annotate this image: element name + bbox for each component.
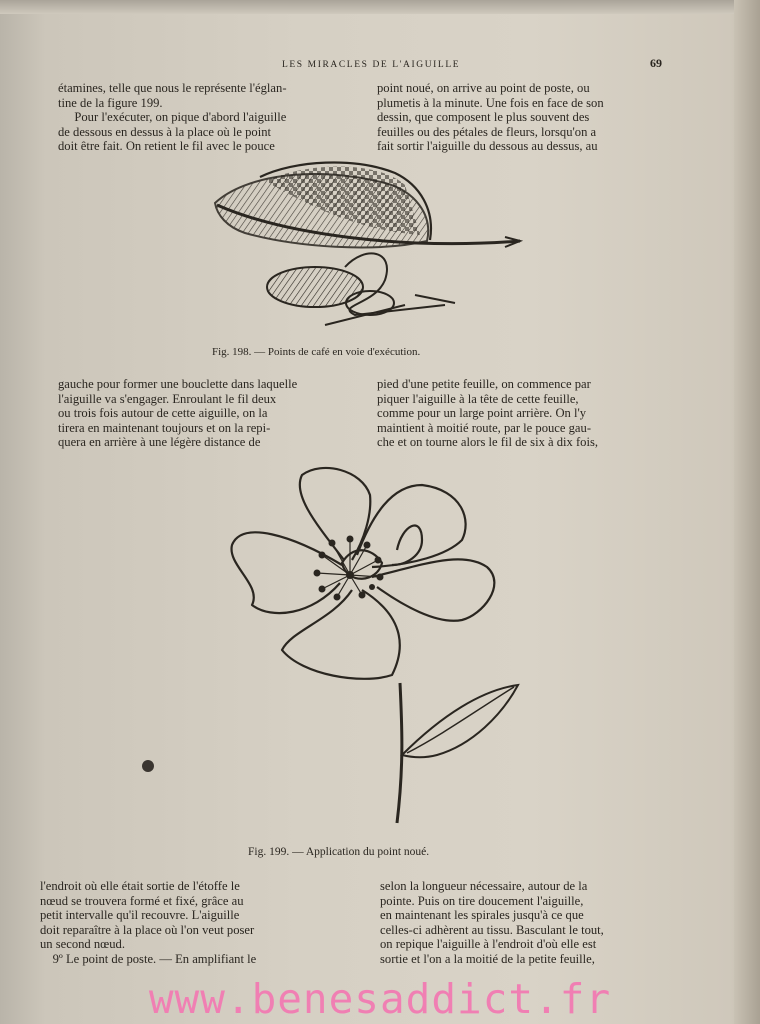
text-line: maintient à moitié route, par le pouce gau- xyxy=(377,420,592,435)
fig199-caption: Fig. 199. — Application du point noué. xyxy=(248,846,430,858)
column-bottom-right xyxy=(380,879,700,967)
text-line: comme pour un large point arrière. On l'y xyxy=(377,406,587,421)
fig198-leaf-illustration xyxy=(205,155,525,335)
watermark: www.benesaddict.fr xyxy=(148,975,612,1023)
text-line: quera en arrière à une légère distance de xyxy=(58,435,261,450)
text-line: pied d'une petite feuille, on commence par xyxy=(377,377,591,391)
text-line: tine de la figure 199. xyxy=(58,95,163,110)
page-right-edge xyxy=(734,0,760,1024)
text-line: che et on tourne alors le fil de six à dix fois, xyxy=(377,435,599,450)
text-line: on repique l'aiguille à l'endroit d'où elle est xyxy=(380,937,597,952)
page-top-edge xyxy=(0,0,760,14)
column-bottom-left xyxy=(40,879,358,967)
text-line: 9º Le point de poste. — En amplifiant le xyxy=(52,951,257,966)
text-line: celles-ci adhèrent au tissu. Basculant le tout, xyxy=(380,922,604,937)
column-top-left xyxy=(58,81,356,154)
running-title: LES MIRACLES DE L'AIGUILLE xyxy=(282,60,461,70)
fig198-caption: Fig. 198. — Points de café en voie d'exécution. xyxy=(212,346,421,358)
text-line: nœud se trouvera formé et fixé, grâce au xyxy=(40,893,244,908)
text-line: point noué, on arrive au point de poste, ou xyxy=(377,81,590,95)
column-middle-right xyxy=(377,377,680,450)
text-line: un second nœud. xyxy=(40,937,125,952)
text-line: l'endroit où elle était sortie de l'étoffe le xyxy=(40,879,240,893)
text-line: fait sortir l'aiguille du dessous au dessus, au xyxy=(377,139,598,154)
text-line: pointe. Puis on tire doucement l'aiguille, xyxy=(380,893,584,908)
paper-speck xyxy=(142,760,154,772)
text-line: doit être fait. On retient le fil avec le pouce xyxy=(58,139,275,154)
text-line: tirera en maintenant toujours et on la repi- xyxy=(58,420,271,435)
text-line: en maintenant les spirales jusqu'à ce que xyxy=(380,908,584,923)
text-line: doit reparaître à la place où l'on veut poser xyxy=(40,922,255,937)
column-middle-left xyxy=(58,377,356,450)
text-line: l'aiguille va s'engager. Enroulant le fil deux xyxy=(58,391,277,406)
text-line: plumetis à la minute. Une fois en face de son xyxy=(377,95,604,110)
text-line: selon la longueur nécessaire, autour de la xyxy=(380,879,588,893)
text-line: piquer l'aiguille à la tête de cette feuille, xyxy=(377,391,579,406)
text-line: gauche pour former une bouclette dans laquelle xyxy=(58,377,298,391)
text-line: étamines, telle que nous le représente l'églan- xyxy=(58,81,287,95)
text-line: dessin, que composent le plus souvent des xyxy=(377,110,590,125)
fig199-rose-illustration xyxy=(222,455,527,835)
text-line: Pour l'exécuter, on pique d'abord l'aiguille xyxy=(74,110,287,125)
page-number: 69 xyxy=(650,56,662,70)
column-top-right xyxy=(377,81,667,154)
text-line: feuilles ou des pétales de fleurs, lorsqu'on a xyxy=(377,124,597,139)
text-line: ou trois fois autour de cette aiguille, on la xyxy=(58,406,268,421)
text-line: de dessous en dessus à la place où le point xyxy=(58,124,271,139)
text-line: sortie et l'on a la moitié de la petite feuille, xyxy=(380,951,595,966)
text-line: petit intervalle qu'il recouvre. L'aiguille xyxy=(40,908,240,923)
